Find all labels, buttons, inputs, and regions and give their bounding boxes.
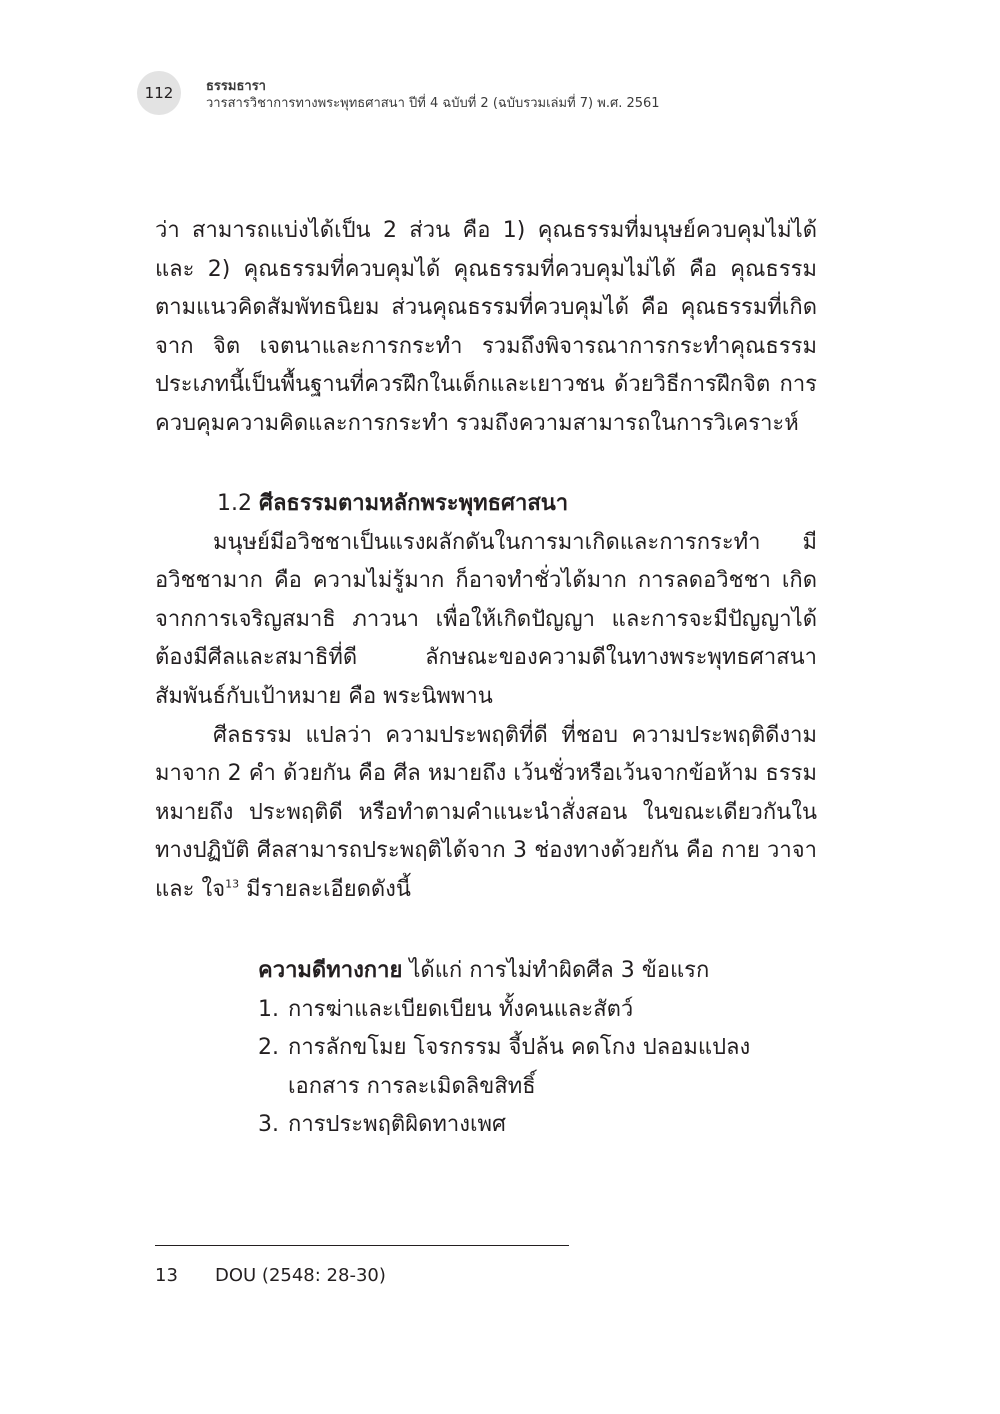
list-item (258, 1029, 818, 1106)
list-item-text: การประพฤติผิดทางเพศ (288, 1112, 506, 1138)
footnote-divider (155, 1245, 569, 1246)
footnote-ref[interactable]: 13 (225, 877, 240, 891)
section-number: 1.2 (217, 491, 259, 516)
list-item-number: 2. (258, 1035, 279, 1061)
list-item (258, 1106, 818, 1145)
footnote-number: 13 (155, 1265, 178, 1286)
list-item (258, 991, 818, 1030)
virtue-section (258, 952, 818, 1145)
virtue-title-bold: ความดีทางกาย (258, 958, 403, 983)
list-item-number: 3. (258, 1112, 279, 1138)
list-item-text: การลักขโมย โจรกรรม จี้ปล้น คดโกง ปลอมแปลงเอกสาร การละเมิดลิขสิทธิ์ (288, 1035, 751, 1099)
paragraph-1: ว่า สามารถแบ่งได้เป็น 2 ส่วน คือ 1) คุณธรรมที่มนุษย์ควบคุมไม่ได้ และ 2) คุณธรรมที่ควบคุมได้ คุณธรรมที่ควบคุมไม่ได้ คือ คุณธรรมตามแนวคิดสัมพัทธนิยม ส่วนคุณธรรมที่ควบคุมได้ คือ คุณธรรมที่เกิดจาก จิต เจตนาและการกระทำ รวมถึงพิจารณาการกระทำคุณธรรมประเภทนี้เป็นพื้นฐานที่ควรฝึกในเด็กและเยาวชน ด้วยวิธีการฝึกจิต การควบคุมความคิดและการกระทำ รวมถึงความสามารถในการวิเคราะห์ (155, 218, 817, 436)
footnote-text: DOU (2548: 28-30) (215, 1265, 386, 1286)
footnote (155, 1265, 386, 1286)
journal-issue: วารสารวิชาการทางพระพุทธศาสนา ปีที่ 4 ฉบับที่ 2 (ฉบับรวมเล่มที่ 7) พ.ศ. 2561 (206, 96, 660, 111)
list-item-number: 1. (258, 996, 279, 1022)
paragraph-2: มนุษย์มีอวิชชาเป็นแรงผลักดันในการมาเกิดและการกระทำ มีอวิชชามาก คือ ความไม่รู้มาก ก็อาจทำชั่วได้มาก การลดอวิชชา เกิดจากการเจริญสมาธิ ภาวนา เพื่อให้เกิดปัญญา และการจะมีปัญญาได้ต้องมีศีลและสมาธิที่ดี ลักษณะของความดีในทางพระพุทธศาสนาสัมพันธ์กับเป้าหมาย คือ พระนิพพาน (155, 529, 817, 709)
list-item-text: การฆ่าและเบียดเบียน ทั้งคนและสัตว์ (288, 996, 634, 1022)
paragraph-3-main: ศีลธรรม แปลว่า ความประพฤติที่ดี ที่ชอบ ความประพฤติดีงาม มาจาก 2 คำ ด้วยกัน คือ ศีล หมายถึง เว้นชั่วหรือเว้นจากข้อห้าม ธรรม หมายถึง ประพฤติดี หรือทำตามคำแนะนำสั่งสอน ในขณะเดียวกันในทางปฏิบัติ ศีลสามารถประพฤติได้จาก 3 ช่องทางด้วยกัน คือ กาย วาจา และ ใจ (155, 722, 817, 902)
virtue-title (258, 952, 818, 991)
virtue-title-rest: ได้แก่ การไม่ทำผิดศีล 3 ข้อแรก (402, 958, 710, 983)
section-heading (155, 485, 817, 524)
paragraph-3-tail: มีรายละเอียดดังนี้ (239, 876, 411, 902)
section-1-2 (155, 485, 817, 910)
page-number: 112 (137, 71, 181, 115)
paragraph-3 (155, 717, 817, 910)
running-head (206, 78, 660, 113)
body-text (155, 212, 817, 444)
section-title: ศีลธรรมตามหลักพระพุทธศาสนา (258, 491, 569, 516)
journal-name: ธรรมธารา (206, 79, 266, 94)
